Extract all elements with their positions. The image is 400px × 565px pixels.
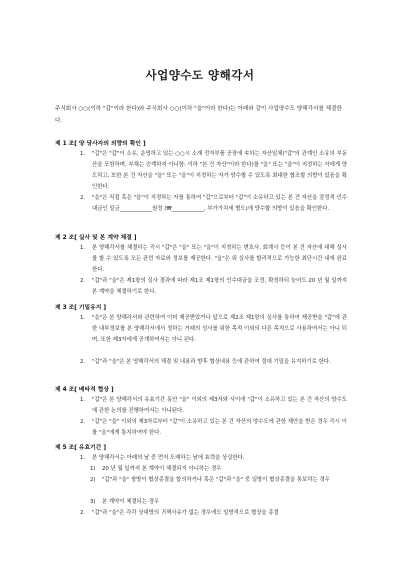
article-1-item-1-number: 1.: [80, 151, 86, 157]
article-2-heading: 제 2 조[ 실사 및 본 계약 체결 ]: [55, 235, 137, 241]
document-title: 사업양수도 양해각서: [145, 68, 255, 82]
article-1-item-2-text: "을"은 직접 혹은 "을"이 지정하는 자를 통하여 "갑"으로부터 "갑"이 소유하고 있는 본 건 자산을 잠정적 인수대금인 일금____________원정 (₩____________, 부가가치세 별도)에 양수할 의향이 있음을 확인한다.: [92, 195, 347, 212]
intro-paragraph: 주식회사 ○○(이하 "갑"이라 한다)와 주식회사 ○○(이하 "을"이라 한다)는 아래와 같이 사업양수도 양해각서를 체결한다.: [55, 106, 342, 124]
article-4-item-1-text: "갑"은 본 양해각서의 유효기간 동안 "을" 이외의 제3자와 사이에 "갑"이 소유하고 있는 본 건 자산의 양수도에 관한 논의를 진행하여서는 아니된다.: [92, 397, 347, 414]
article-4-item-2-text: "갑"은 "을" 이외의 제3자로부터 "갑"이 소유하고 있는 본 건 자산의 양수도에 관한 제안을 받은 경우 즉시 이를 "을"에게 통지하여야 한다.: [92, 419, 347, 436]
article-4-item-1-number: 1.: [80, 397, 86, 403]
article-4-item-2-number: 2.: [80, 419, 86, 425]
article-2-item-1-number: 1.: [80, 245, 86, 251]
article-3-heading: 제 3 조[ 기밀유지 ]: [55, 305, 107, 311]
article-5-item-2-number: 2.: [80, 510, 86, 516]
article-5-subitem-1-number: 1): [90, 466, 96, 472]
article-3-item-1-text: "을"은 본 양해각서와 관련하여 이미 제공받았거나 앞으로 제2조 제1항의 실사를 통하여 제공받을 "갑"에 관한 내부정보를 본 양해각서에서 정하는 거래의 성사를 위한 목적 이외의 다른 목적으로 사용하여서는 아니 되며, 또한 제3자에게 공개하여서는 아니 된다.: [92, 315, 347, 343]
article-5-subitem-1-text: 20 년 월 일까지 본 계약이 체결되지 아니하는 경우: [102, 466, 222, 472]
article-2-item-1-text: 본 양해각서를 체결하는 즉시 "갑"은 "을" 또는 "을"이 지정하는 변호사, 회계사 등이 본 건 자산에 대해 실사를 할 수 있도록 모든 관련 자료와 정보를 제공한다. "을"은 위 실사를 합리적으로 가능한 최단시간 내에 완료한다.: [92, 245, 347, 273]
article-1-heading: 제 1 조[ 양 당사자의 의향의 확인 ]: [55, 141, 146, 147]
article-5-subitem-3-number: 3): [90, 499, 96, 505]
article-5-heading: 제 5 조[ 유효기간 ]: [55, 445, 107, 451]
article-3-item-2-number: 2.: [80, 359, 86, 365]
article-1-item-2-number: 2.: [80, 195, 86, 201]
article-3-item-2-text: "갑"과 "을"은 본 양해각서의 체결 및 내용과 향후 협상내용 등에 관하여 절대 기밀을 유지하기로 한다.: [92, 359, 331, 365]
article-2-item-2-number: 2.: [80, 278, 86, 284]
article-5-subitem-2-number: 2): [90, 477, 96, 483]
article-5-subitem-2-text: "갑"과 "을" 쌍방이 협상종결을 합의하거나 혹은 "갑"과 "을" 중 일방이 협상종결을 통보하는 경우: [102, 477, 330, 483]
article-5-item-1-number: 1.: [80, 455, 86, 461]
article-3-item-1-number: 1.: [80, 315, 86, 321]
article-5-item-2-text: "갑"과 "을"은 각각 상대방의 귀책사유가 없는 경우에도 일방적으로 협상을 종결: [92, 510, 279, 516]
article-5-subitem-3-text: 본 계약이 체결되는 경우: [102, 499, 160, 505]
article-5-item-1-text: 본 양해각서는 아래의 날 중 먼저 도래하는 날에 효력을 상실한다.: [92, 455, 245, 461]
article-2-item-2-text: "갑"과 "을"은 제1항의 실사 결과에 따라 제1조 제1항의 인수대금을 조정, 확정하되 늦어도 20 년 월 일까지 본 계약을 체결하기로 한다.: [92, 278, 347, 295]
article-4-heading: 제 4 조[ 배타적 협상 ]: [55, 387, 114, 393]
article-1-item-1-text: "갑"은 "갑"이 소유, 운영하고 있는 ○○시 소재 전자부품 공장에 속하는 자산일체("갑"의 관계인 소유의 부동산을 포함하며, 부채는 승계하지 아니함: 이하 "본 건 자산"이라 한다)를 "을" 또는 "을"이 지정하는 자에게 양도하고, 또한 본 건 자산을 "을" 또는 "을"이 지정하는 자가 양수할 수 있도록 최대한 협조할 의향이 있음을 확인한다.: [92, 151, 347, 190]
